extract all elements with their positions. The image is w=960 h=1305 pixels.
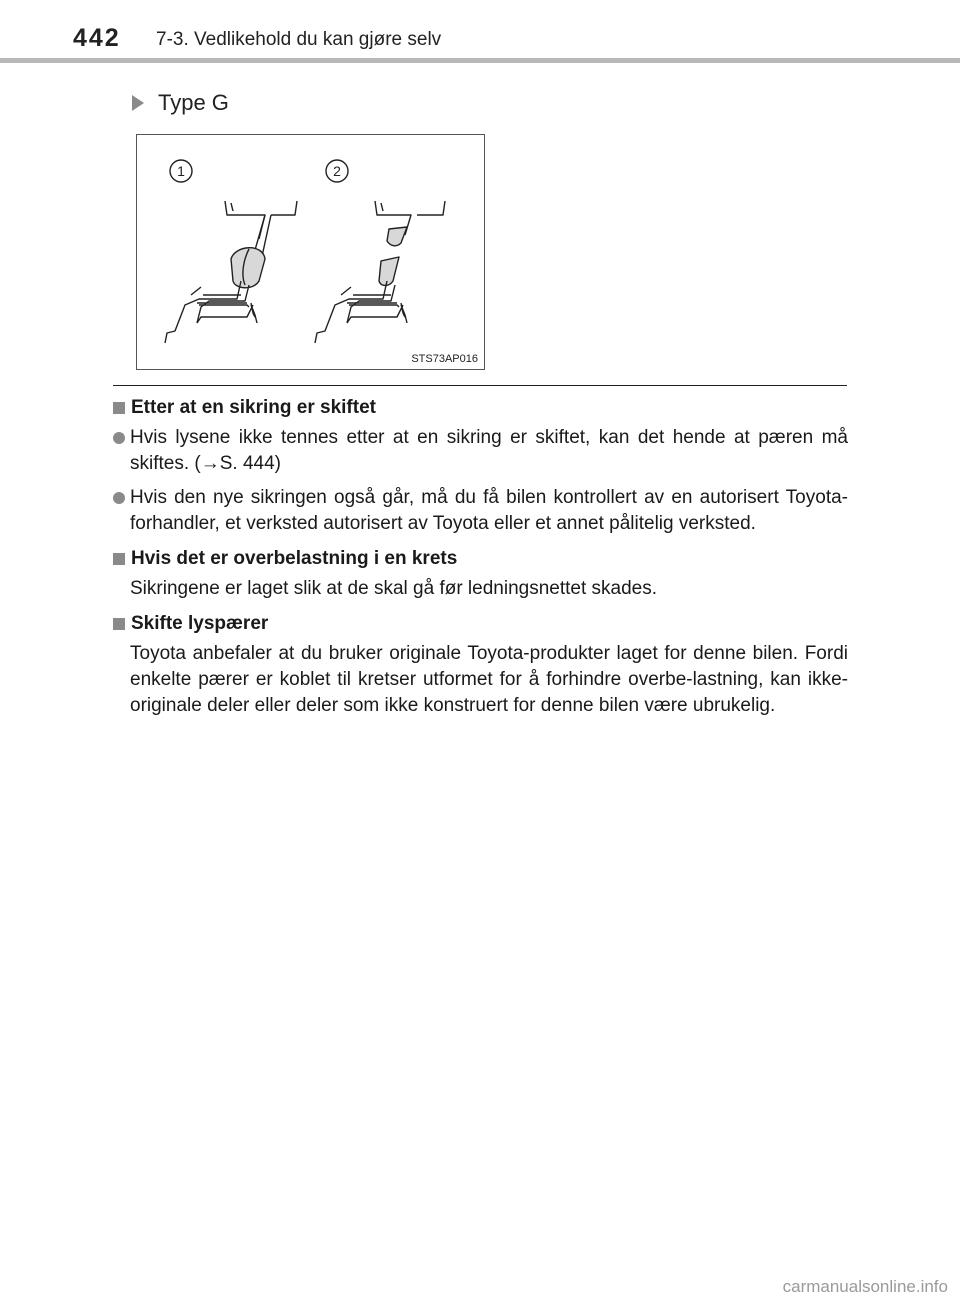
- square-bullet-icon: [113, 553, 125, 565]
- bullet-item: [113, 485, 848, 537]
- square-bullet-icon: [113, 402, 125, 414]
- section-heading: [113, 394, 848, 421]
- intact-fuse-drawing: [165, 201, 297, 343]
- section-divider: [113, 385, 847, 386]
- dot-bullet-icon: [113, 432, 125, 444]
- bullet-text: Hvis den nye sikringen også går, må du få bilen kontrollert av en autorisert Toyota-forhandler, et verksted autorisert av Toyota eller et annet pålitelig verksted.: [130, 487, 848, 534]
- page-header: [0, 0, 960, 63]
- dot-bullet-icon: [113, 492, 125, 504]
- bullet-item: [113, 425, 848, 477]
- section-heading: [113, 610, 848, 637]
- callout-label-2: 2: [333, 163, 341, 179]
- section-heading-text: Skifte lyspærer: [131, 613, 269, 634]
- type-label-text: Type G: [158, 90, 229, 115]
- figure-code: STS73AP016: [411, 353, 478, 365]
- square-bullet-icon: [113, 618, 125, 630]
- blown-fuse-drawing: [315, 201, 445, 343]
- section-paragraph: Sikringene er laget slik at de skal gå før ledningsnettet skades.: [130, 578, 658, 599]
- content-body: [113, 394, 848, 727]
- type-label: [128, 90, 229, 116]
- chapter-title: 7-3. Vedlikehold du kan gjøre selv: [156, 29, 442, 50]
- fuse-drawing: [137, 135, 486, 371]
- section-heading-text: Hvis det er overbelastning i en krets: [131, 548, 458, 569]
- section-heading-text: Etter at en sikring er skiftet: [131, 397, 376, 418]
- section-paragraph: Toyota anbefaler at du bruker originale Toyota-produkter laget for denne bilen. Fordi enkelte pærer er koblet til kretser utformet for å forhindre overbe-lastning, kan ikke-originale deler eller deler som ikke konstruert for denne bilen være ubrukelig.: [130, 643, 848, 716]
- page-number: 442: [73, 24, 121, 52]
- triangle-bullet-icon: [132, 95, 144, 111]
- callout-label-1: 1: [177, 163, 185, 179]
- bullet-text: Hvis lysene ikke tennes etter at en sikring er skiftet, kan det hende at pæren må skiftes. (→S. 444): [130, 427, 848, 474]
- section-heading: [113, 545, 848, 572]
- watermark: carmanualsonline.info: [782, 1277, 948, 1296]
- fuse-illustration: [136, 134, 485, 370]
